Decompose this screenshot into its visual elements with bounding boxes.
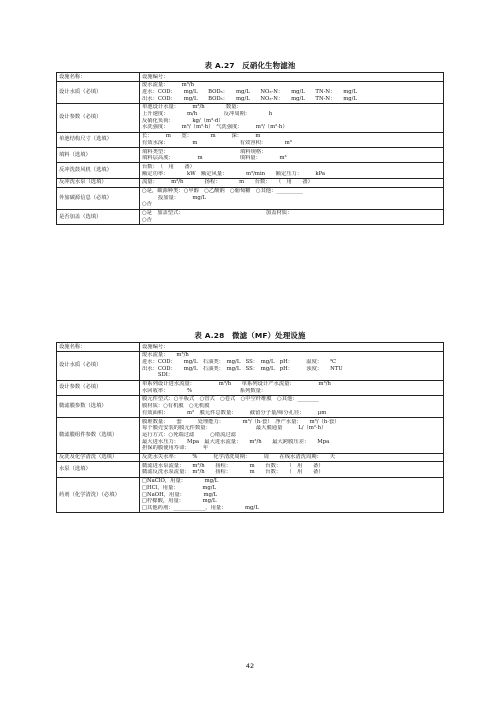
field-line: 担保的膜使用寿命： 年 (142, 445, 209, 452)
field-content[interactable] (140, 132, 444, 147)
field-line: 膜元件型式：○平板式 ○管式 ○卷式 ○中空纤维膜 ○其他：________ (142, 396, 319, 403)
field-line: ○否 (142, 216, 152, 223)
field-line: □柠檬酸，用量： mg/L (142, 498, 217, 505)
form-row (57, 343, 444, 352)
field-line: 微滤进水泵流量： m³/h 扬程： m 台数： （ 用 备） (142, 462, 324, 469)
form-row (57, 81, 444, 103)
table-a27-denitrification-biofilter (56, 72, 444, 225)
field-label: 外加碳源信息（必填） (57, 187, 140, 209)
field-line: 填料层高度： m 填料量： m³ (142, 155, 287, 162)
field-line: 有效面积： m² 膜元件总数量： 截留分子量/筛分孔径： μm (142, 409, 327, 416)
form-row (57, 462, 444, 477)
table-a28-microfiltration-facility (56, 342, 444, 513)
field-line: 填料类型： 填料规格： (142, 148, 267, 155)
field-line: 上升速度： m/h 反冲周期： h (142, 111, 273, 118)
field-label: 填料（选填） (57, 148, 140, 163)
field-line: 进水：COD： mg/L BOD₅： mg/L NO₃-N： mg/L TN-N： mg/L (142, 88, 357, 95)
table-a27-caption: 表 A.27 反硝化生物滤池 (204, 61, 296, 70)
field-line: □NaOH，用量： mg/L (142, 491, 218, 498)
field-content[interactable] (140, 163, 444, 178)
field-label: 设施名称： (57, 343, 140, 352)
field-line: 膜材质：○有机膜 ○无机膜 (142, 403, 210, 410)
field-label: 单池结构尺寸（选填） (57, 132, 140, 147)
field-content[interactable] (140, 103, 444, 132)
field-content[interactable] (140, 462, 444, 477)
field-line: 设施编号： (142, 343, 169, 350)
field-label: 设计水质（必填） (57, 81, 140, 103)
field-line: □其他药剂：____________，用量： mg/L (142, 504, 259, 511)
field-label: 微滤膜组件参数（选填） (57, 418, 140, 454)
field-content[interactable] (140, 351, 444, 380)
field-content[interactable] (140, 148, 444, 163)
field-content[interactable] (140, 178, 444, 187)
form-row (57, 209, 444, 224)
field-label: 药剂（化学清洗）（必填） (57, 477, 140, 513)
field-label: 微滤膜参数（选填） (57, 395, 140, 417)
field-line: ○是 加盖型式： 加盖材质： (142, 210, 293, 217)
page-number: 42 (245, 662, 255, 670)
form-row (57, 418, 444, 454)
field-line: 膜堆数量： 套 处理能力： m³/（h·套） 净产水量： m³/（h·套） (142, 418, 340, 425)
field-label: 反冲洗鼓风机（选填） (57, 163, 140, 178)
field-content[interactable] (140, 343, 444, 352)
field-line: 最大进水压力： Mpa 最大进水流量： m³/h 最大跨膜压差： Mpa (142, 438, 330, 445)
field-line: 有效水深： m 有效容积： m³ (142, 139, 292, 146)
field-label: 设计参数（必填） (57, 380, 140, 395)
field-line: 台数： （ 用 备） (142, 163, 195, 170)
form-row (57, 178, 444, 187)
field-line: 出水：COD： mg/L 石油类： mg/L SS： mg/L pH： 浊度： NTU (142, 365, 343, 372)
field-line: 反洗水失水率： % 化学清洗周期： 周 在线水清洗周期： 天 (142, 454, 336, 461)
field-content[interactable] (140, 209, 444, 224)
field-label: 反冲洗水泵（选填） (57, 178, 140, 187)
field-line: 反硝化负荷： kg/（m³·d） (142, 117, 224, 124)
field-line: 额定功率： kW 额定风量： m³/min 额定压力： kPa (142, 170, 326, 177)
field-content[interactable] (140, 73, 444, 82)
field-line: 出水：COD： mg/L BOD₅： mg/L NO₃-N： mg/L TN-N： mg/L (142, 95, 357, 102)
form-row (57, 351, 444, 380)
field-line: 投加量： mg/L (142, 194, 207, 201)
form-row (57, 73, 444, 82)
form-row (57, 163, 444, 178)
field-label: 反洗及化学清洗（选填） (57, 453, 140, 462)
field-content[interactable] (140, 81, 444, 103)
field-line: 长： m 宽： m 深： m (142, 133, 261, 140)
form-row (57, 132, 444, 147)
field-content[interactable] (140, 418, 444, 454)
field-content[interactable] (140, 453, 444, 462)
field-content[interactable] (140, 477, 444, 513)
table-a28-caption: 表 A.28 微滤（MF）处理设施 (194, 331, 306, 340)
field-line: ○否 (142, 201, 152, 208)
field-line: 微滤反洗水泵流量： m³/h 扬程： m 台数： （ 用 备） (142, 469, 324, 476)
form-row (57, 395, 444, 417)
field-line: SDI： (142, 372, 174, 379)
field-content[interactable] (140, 395, 444, 417)
field-line: 每个膜壳安装的膜元件数量： 最大膜通量 L/（m²·h） (142, 425, 327, 432)
field-line: 运行方式：○死端过滤 ○错流过滤 (142, 431, 236, 438)
field-line: 单系列设计进水流量： m³/h 单系列设计产水流量： m³/h (142, 381, 331, 388)
form-row (57, 187, 444, 209)
field-line: 废水流量： m³/h (142, 352, 189, 359)
form-row (57, 380, 444, 395)
field-label: 水泵（选填） (57, 462, 140, 477)
field-line: 单池设计水量： m³/h 数量： (142, 104, 242, 111)
field-line: 流量： m³/h 扬程： m 台数： （ 用 备） (142, 179, 313, 186)
field-label: 是否加盖（选填） (57, 209, 140, 224)
form-row (57, 453, 444, 462)
field-line: ○是，碳源种类：○甲醇 ○乙酸钠 ○葡萄糖 ○其他：__________ (142, 188, 303, 195)
field-label: 设计参数（必填） (57, 103, 140, 132)
field-content[interactable] (140, 187, 444, 209)
field-line: 水回收率： % 系列数量： (142, 387, 267, 394)
form-row (57, 477, 444, 513)
field-line: □NaClO，用量： mg/L (142, 478, 219, 485)
field-label: 设计水质（必填） (57, 351, 140, 380)
field-line: 废水流量： m³/h (142, 82, 195, 89)
form-row (57, 148, 444, 163)
field-line: 进水：COD： mg/L 石油类： mg/L SS： mg/L pH： 温度： ℃ (142, 358, 337, 365)
field-line: 设施编号： (142, 73, 169, 80)
field-line: □HCl，用量： mg/L (142, 484, 217, 491)
field-line: 水洗强度： m³/（m²·h） 气洗强度： m³/（m²·h） (142, 124, 288, 131)
field-label: 设施名称： (57, 73, 140, 82)
field-content[interactable] (140, 380, 444, 395)
form-row (57, 103, 444, 132)
